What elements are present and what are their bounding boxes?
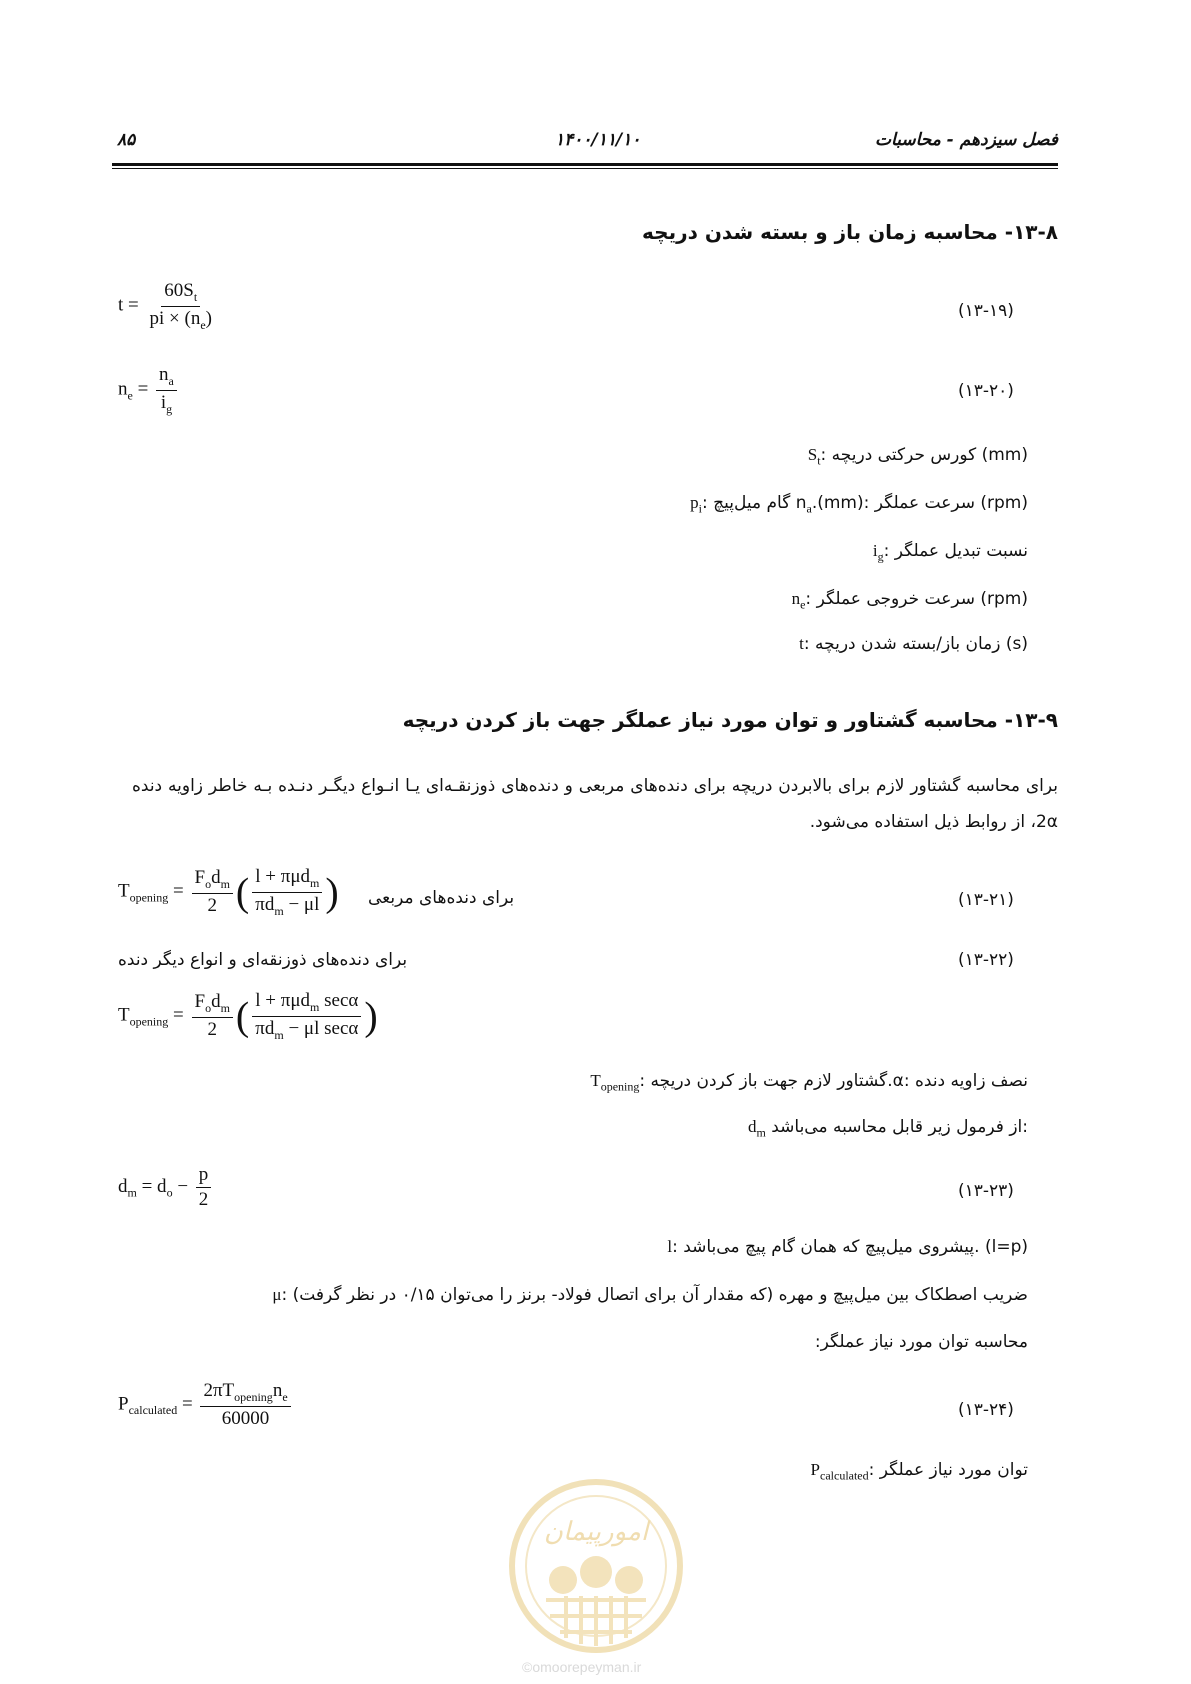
eq22-p-num-sub: m	[310, 999, 320, 1014]
eq21-p-num-sub: m	[310, 875, 320, 890]
watermark-logo-text: امورپیمان	[543, 1517, 649, 1547]
def-l-text: : پیشروی میل‌پیچ که همان گام پیچ می‌باشد. (l=p)	[672, 1237, 1028, 1257]
definition-st	[808, 445, 1028, 468]
eq21-fraction-outer	[192, 867, 233, 917]
eq20-fraction	[156, 364, 177, 417]
eq21-p-den: πd	[255, 893, 275, 915]
eq20-num: n	[159, 364, 169, 385]
equation-number-13-23: (۱۳-۲۳)	[958, 1181, 1014, 1201]
def-pi-symbol: p	[690, 493, 699, 512]
eq21-left-paren: (	[235, 869, 250, 915]
equation-number-13-24: (۱۳-۲۴)	[958, 1400, 1014, 1420]
eq21-f-num-d-sub: m	[220, 877, 230, 892]
eq22-lhs-sub: opening	[129, 1014, 169, 1029]
section-heading-13-9: ۱۳-۹- محاسبه گشتاور و توان مورد نیاز عملگر جهت باز کردن دریچه	[402, 708, 1058, 732]
equation-number-13-22: (۱۳-۲۲)	[958, 950, 1014, 970]
definition-l	[667, 1237, 1028, 1257]
def-p-symbol: P	[810, 1460, 820, 1479]
eq20-lhs-sub: e	[127, 388, 133, 403]
def-topening-text: : گشتاور لازم جهت باز کردن دریچه.α: نصف زاویه دنده	[639, 1071, 1028, 1091]
def-p-sub: calculated	[820, 1468, 869, 1483]
eq21-lhs: T	[118, 880, 130, 902]
page-number: ۸۵	[117, 130, 136, 150]
eq22-f-num-d: d	[211, 991, 221, 1013]
eq20-num-sub: a	[168, 373, 174, 388]
eq22-p-den-b: − μl secα	[283, 1017, 359, 1039]
definition-pcalculated	[811, 1460, 1028, 1483]
def-t-text: : زمان باز/بسته شدن دریچه (s)	[803, 634, 1028, 654]
eq24-num-a: 2πT	[203, 1380, 235, 1401]
eq20-lhs: n	[118, 378, 128, 400]
eq19-fraction	[147, 280, 215, 333]
def-na-sub: a	[806, 501, 812, 516]
eq21-fraction-inner	[252, 866, 322, 919]
eq21-right-paren: )	[325, 869, 339, 915]
eq21-f-den: 2	[207, 895, 217, 917]
eq21-lhs-sub: opening	[129, 890, 169, 905]
copyright-icon: ©	[522, 1659, 533, 1675]
definition-pi-na	[690, 493, 1028, 516]
equation-13-20	[118, 364, 180, 417]
watermark-url	[522, 1659, 641, 1675]
eq22-f-num: F	[194, 991, 206, 1013]
equation-number-13-19: (۱۳-۱۹)	[958, 301, 1014, 321]
def-st-sub: t	[817, 453, 821, 468]
watermark-url-text: omoorepeyman.ir	[532, 1659, 642, 1675]
eq22-p-num: l + πμd	[255, 990, 311, 1011]
eq23-mid-sub: o	[166, 1185, 173, 1200]
def-na-text: .(mm): سرعت عملگر (rpm)	[811, 493, 1028, 513]
eq21-p-den-b: − μl	[283, 893, 320, 915]
eq22-f-den: 2	[207, 1019, 217, 1041]
eq20-den-sub: g	[166, 401, 173, 416]
def-topening-sub: opening	[600, 1079, 640, 1094]
eq19-lhs: t =	[118, 294, 139, 316]
eq24-num-sub2: e	[282, 1389, 288, 1404]
eq23-lhs-sub: m	[127, 1185, 137, 1200]
def-ig-text: : نسبت تبدیل عملگر	[883, 541, 1028, 561]
eq22-p-den: πd	[255, 1017, 275, 1039]
def-ne-text: : سرعت خروجی عملگر (rpm)	[805, 589, 1028, 609]
eq22-p-den-sub: m	[274, 1027, 284, 1042]
power-intro: محاسبه توان مورد نیاز عملگر:	[814, 1332, 1028, 1352]
equation-13-24: $P_{calculated}$ = $\frac{2\pi T_{opening}n_e}{60000}$	[118, 1380, 294, 1430]
definition-ne	[792, 589, 1028, 612]
watermark-logo	[508, 1478, 684, 1654]
eq22-right-paren: )	[364, 993, 378, 1039]
eq24-lhs: P	[118, 1393, 129, 1415]
def-pi-text: : گام میل‌پیچ n	[702, 493, 807, 513]
def-mu-text: : ضریب اصطکاک بین میل‌پیچ و مهره (که مقدار آن برای اتصال فولاد- برنز را می‌توان ۰/۱۵ در نظر گرفت)	[281, 1285, 1028, 1305]
def-l-symbol: l	[667, 1237, 673, 1256]
def-ne-symbol: n	[791, 589, 801, 608]
definition-topening	[590, 1071, 1028, 1094]
equation-13-23	[118, 1164, 214, 1211]
eq22-p-num-sec: secα	[319, 990, 359, 1011]
eq21-f-num-sub: o	[205, 877, 212, 892]
equation-13-19	[118, 280, 218, 333]
eq24-num-b: n	[272, 1380, 283, 1401]
eq22-label: برای دنده‌های ذوزنقه‌ای و انواع دیگر دنده	[118, 950, 408, 970]
def-t-symbol: t	[799, 634, 804, 653]
eq22-fraction-inner	[252, 990, 361, 1043]
eq22-fraction-outer	[192, 991, 233, 1041]
eq24-den: 60000	[221, 1407, 270, 1429]
eq21-label: برای دنده‌های مربعی	[368, 888, 515, 908]
eq23-lhs: d	[118, 1175, 128, 1197]
def-dm-sub: m	[756, 1125, 766, 1140]
eq19-num: 60S	[164, 280, 194, 301]
header-rule-thick	[112, 163, 1058, 166]
page-date: ۱۴۰۰/۱۱/۱۰	[555, 130, 641, 150]
eq22-f-num-d-sub: m	[220, 1001, 230, 1016]
eq21-f-num-d: d	[211, 867, 221, 889]
eq23-minus: −	[172, 1175, 189, 1197]
definition-dm	[748, 1117, 1028, 1140]
equation-13-22: $T_{opening}$ = $\frac{F_od_m}{2}$ ( $\frac{l + \pi\mu d_m \sec\alpha}{\pi d_m - \mu l \sec\alpha}$ )	[118, 990, 378, 1042]
equation-number-13-20: (۱۳-۲۰)	[958, 381, 1014, 401]
eq22-lhs: T	[118, 1004, 130, 1026]
def-mu-symbol: μ	[272, 1285, 282, 1304]
eq19-den-sub: e	[200, 317, 206, 332]
def-dm-symbol: d	[747, 1117, 757, 1136]
def-ig-sub: g	[877, 549, 884, 564]
eq23-fraction	[196, 1164, 212, 1211]
def-st-symbol: S	[807, 445, 818, 464]
definition-mu	[272, 1285, 1028, 1305]
section-intro-paragraph: برای محاسبه گشتاور لازم برای بالابردن دریچه برای دنده‌های مربعی و دنده‌های ذوزنقـه‌ای یـا انـواع دیگـر دنـده بـه خاطر زاویه دنده 2α، از روابط ذیل استفاده می‌شود.	[132, 776, 1058, 832]
eq23-den: 2	[198, 1189, 209, 1210]
chapter-title: فصل سیزدهم - محاسبات	[875, 130, 1058, 150]
eq24-lhs-sub: calculated	[128, 1403, 178, 1418]
definition-t	[799, 634, 1028, 654]
eq19-num-sub: t	[193, 289, 198, 304]
section-heading-13-8: ۱۳-۸- محاسبه زمان باز و بسته شدن دریچه	[642, 220, 1058, 244]
def-topening-symbol: T	[590, 1071, 601, 1090]
def-dm-text: از فرمول زیر قابل محاسبه می‌باشد:	[765, 1117, 1028, 1137]
definition-ig	[873, 541, 1028, 564]
def-p-text: : توان مورد نیاز عملگر	[868, 1460, 1028, 1480]
eq20-equals: =	[137, 378, 149, 400]
eq20-den: i	[160, 391, 167, 413]
eq22-left-paren: (	[235, 993, 250, 1039]
eq21-p-num: l + πμd	[255, 866, 311, 887]
eq22-f-num-sub: o	[205, 1001, 212, 1016]
eq23-mid: = d	[136, 1175, 167, 1197]
equation-number-13-21: (۱۳-۲۱)	[958, 890, 1014, 910]
eq21-f-num: F	[194, 867, 206, 889]
eq24-num-sub: opening	[234, 1389, 273, 1404]
eq21-p-den-sub: m	[274, 903, 284, 918]
def-pi-sub: i	[698, 501, 703, 516]
eq19-den: pi × (n	[149, 307, 201, 329]
eq19-den-close: )	[205, 307, 212, 329]
eq24-fraction	[200, 1380, 290, 1430]
def-st-text: : کورس حرکتی دریچه (mm)	[820, 445, 1028, 465]
eq23-num: p	[196, 1164, 212, 1188]
def-ig-symbol: i	[872, 541, 878, 560]
def-ne-sub: e	[800, 597, 806, 612]
equation-13-21: $T_{opening}$ = $\frac{F_od_m}{2}$ ( $\frac{l + \pi\mu d_m}{\pi d_m - \mu l}$ )	[118, 866, 339, 918]
header-rule-thin	[112, 168, 1058, 169]
